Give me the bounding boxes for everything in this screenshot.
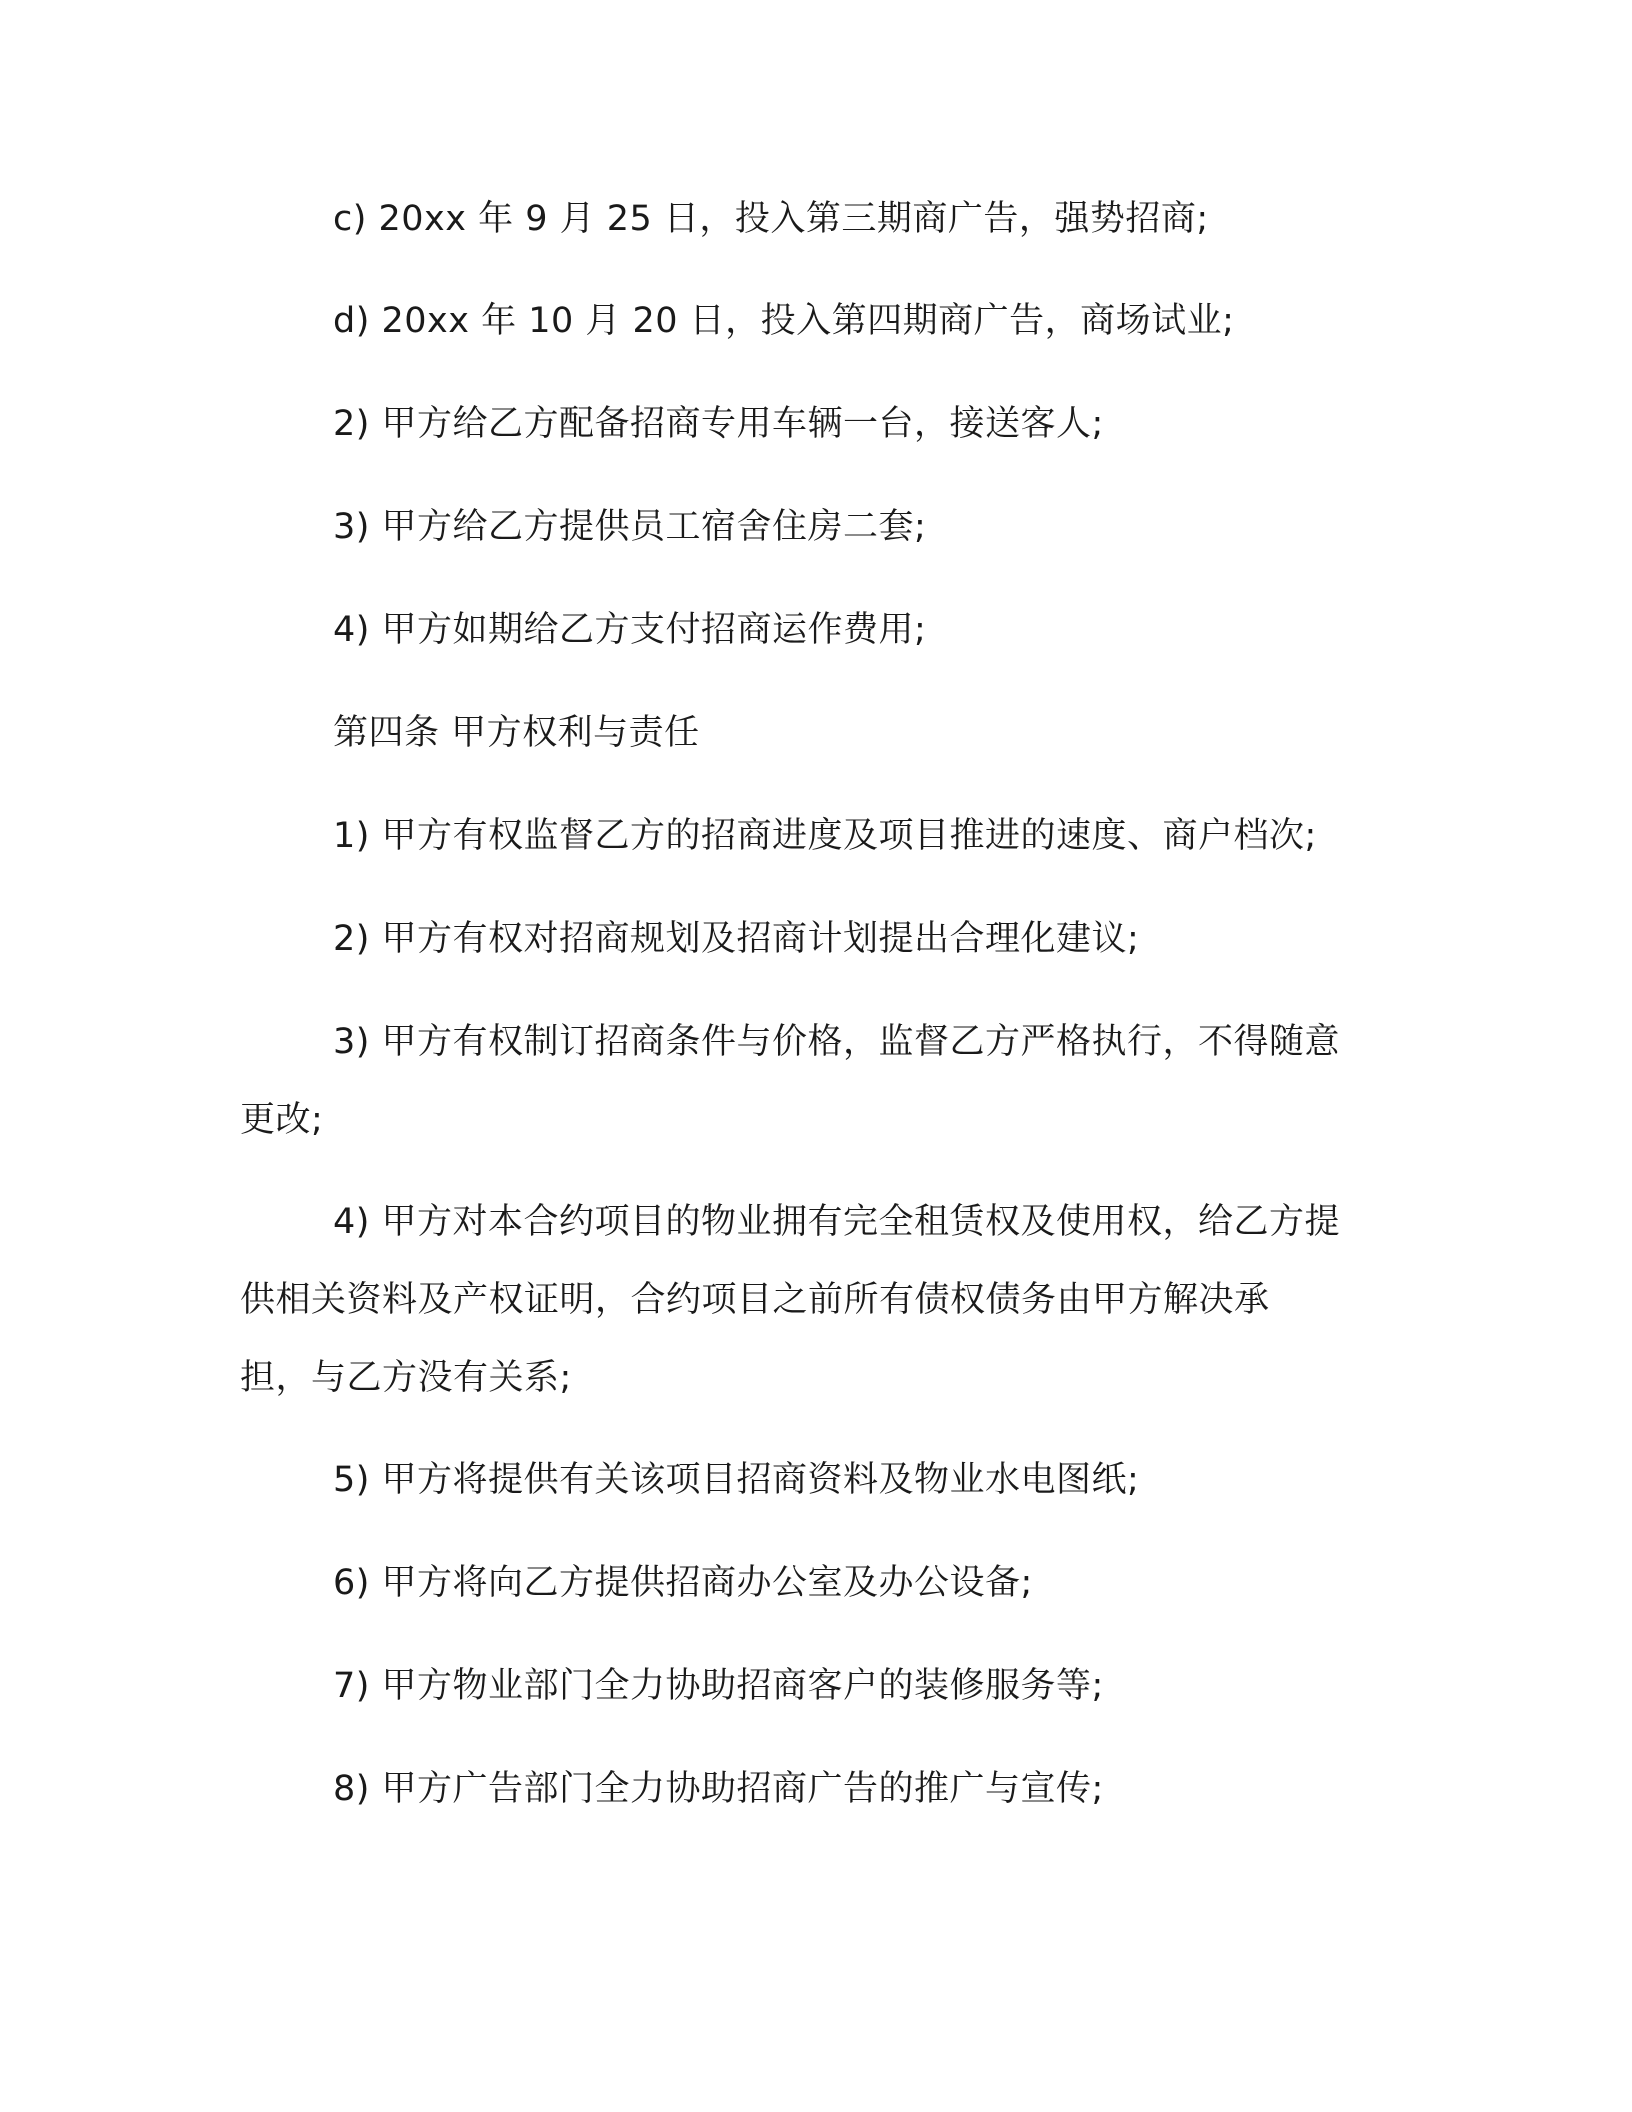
text-line-item-4-cont-1: 供相关资料及产权证明，合约项目之前所有债权债务由甲方解决承 [240, 1280, 1270, 1320]
text-line-item-5: 5) 甲方将提供有关该项目招商资料及物业水电图纸; [333, 1460, 1140, 1500]
text-line-d: d) 20xx 年 10 月 20 日，投入第四期商广告，商场试业; [333, 301, 1235, 341]
text-line-item-1: 1) 甲方有权监督乙方的招商进度及项目推进的速度、商户档次; [333, 816, 1317, 856]
text-line-item-3: 3) 甲方有权制订招商条件与价格，监督乙方严格执行，不得随意 [333, 1022, 1341, 1062]
text-line-c: c) 20xx 年 9 月 25 日，投入第三期商广告，强势招商; [333, 199, 1209, 239]
text-line-item-8: 8) 甲方广告部门全力协助招商广告的推广与宣传; [333, 1769, 1104, 1809]
text-line-item-3-cont: 更改; [240, 1100, 324, 1140]
section-heading: 第四条 甲方权利与责任 [333, 713, 700, 753]
text-line-item-4: 4) 甲方对本合约项目的物业拥有完全租赁权及使用权，给乙方提 [333, 1202, 1341, 1242]
text-line-item-7: 7) 甲方物业部门全力协助招商客户的装修服务等; [333, 1666, 1104, 1706]
text-line-fees: 4) 甲方如期给乙方支付招商运作费用; [333, 610, 927, 650]
text-line-item-2: 2) 甲方有权对招商规划及招商计划提出合理化建议; [333, 919, 1140, 959]
text-line-housing: 3) 甲方给乙方提供员工宿舍住房二套; [333, 507, 927, 547]
text-line-vehicle: 2) 甲方给乙方配备招商专用车辆一台，接送客人; [333, 404, 1104, 444]
text-line-item-6: 6) 甲方将向乙方提供招商办公室及办公设备; [333, 1563, 1033, 1603]
text-line-item-4-cont-2: 担，与乙方没有关系; [240, 1358, 572, 1398]
